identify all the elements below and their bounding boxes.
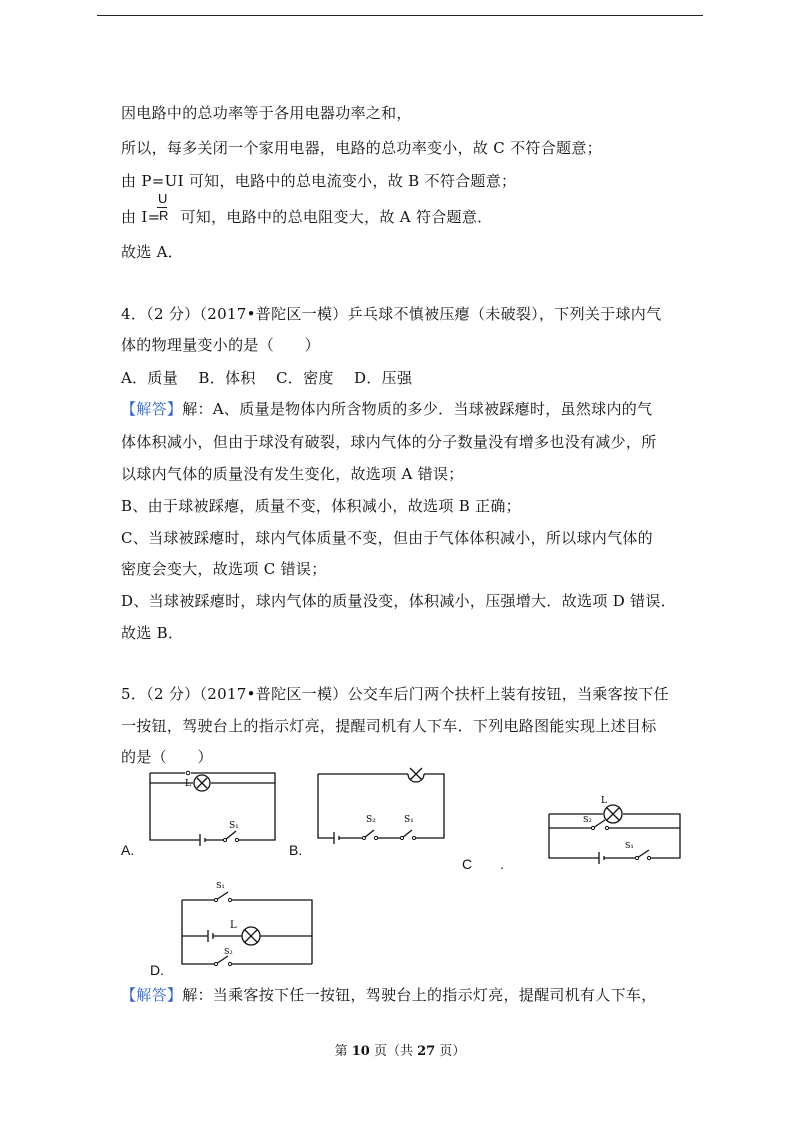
fraction-numerator: U — [158, 191, 168, 206]
fraction-denominator: R — [159, 208, 169, 223]
page-footer: 第 10 页（共 27 页） — [334, 1044, 466, 1059]
question-5-stem: 一按钮，驾驶台上的指示灯亮，提醒司机有人下车．下列电路图能实现上述目标 — [121, 717, 657, 735]
question-5-stem: 的是（ ） — [121, 748, 213, 766]
text-line: B、由于球被踩瘪，质量不变，体积减小，故选项 B 正确； — [121, 497, 521, 515]
question-4-stem: 4．（2 分）（2017•普陀区一模）乒乓球不慎被压瘪（未破裂），下列关于球内气 — [121, 305, 662, 323]
text-line: 密度会变大，故选项 C 错误； — [121, 560, 327, 578]
page-number: 10 — [351, 1044, 370, 1059]
lamp-label: L — [230, 920, 237, 931]
option-c-label: C — [462, 856, 473, 872]
circuit-diagram-d — [178, 880, 318, 970]
formula-rest: 可知，电路中的总电阻变大，故 A 符合题意． — [180, 208, 493, 226]
answer-tag: 【解答】 — [121, 400, 183, 418]
circuit-diagram-a — [145, 768, 285, 848]
text-line: 所以，每多关闭一个家用电器，电路的总功率变小，故 C 不符合题意； — [121, 139, 602, 157]
switch-label: S₁ — [404, 815, 414, 825]
question-4-options: A．质量 B．体积 C．密度 D．压强 — [121, 369, 413, 387]
question-5-stem: 5．（2 分）（2017•普陀区一模）公交车后门两个扶杆上装有按钮，当乘客按下任 — [121, 685, 669, 703]
switch-label: S₁ — [625, 841, 634, 850]
header-rule — [97, 15, 703, 16]
switch-label: S₂ — [583, 815, 592, 824]
text-line: 由 P=UI 可知，电路中的总电流变小，故 B 不符合题意； — [121, 172, 517, 190]
answer-tag: 【解答】 — [121, 986, 183, 1004]
option-d-label: D. — [150, 962, 164, 978]
text-line: 故选 A． — [121, 243, 184, 261]
text-line: 故选 B． — [121, 624, 184, 642]
page-total: 27 — [417, 1044, 436, 1059]
question-5-answer: 【解答】解：当乘客按下任一按钮，驾驶台上的指示灯亮，提醒司机有人下车， — [121, 986, 657, 1004]
switch-label: S₂ — [366, 815, 376, 825]
option-c-dot: . — [500, 856, 504, 872]
circuit-diagram-b — [316, 770, 446, 850]
circuit-diagram-c — [545, 796, 685, 862]
text-line: 以球内气体的质量没有发生变化，故选项 A 错误； — [121, 465, 464, 483]
lamp-label: L — [185, 779, 191, 789]
text-line: C、当球被踩瘪时，球内气体质量不变，但由于气体体积减小，所以球内气体的 — [121, 529, 653, 547]
lamp-label: L — [601, 796, 607, 806]
switch-label: S₁ — [216, 881, 225, 890]
question-4-answer: 【解答】解：A、质量是物体内所含物质的多少．当球被踩瘪时，虽然球内的气 — [121, 400, 653, 418]
text-line: 因电路中的总功率等于各用电器功率之和， — [121, 104, 412, 122]
switch-label: S₁ — [229, 821, 239, 831]
formula-prefix: 由 I= — [121, 208, 161, 226]
switch-label: S₂ — [224, 947, 233, 956]
text-line: D、当球被踩瘪时，球内气体的质量没变，体积减小，压强增大．故选项 D 错误． — [121, 592, 676, 610]
question-4-stem: 体的物理量变小的是（ ） — [121, 336, 320, 354]
text-line — [121, 208, 492, 226]
option-b-label: B. — [289, 842, 303, 858]
text-line: 体体积减小，但由于球没有破裂，球内气体的分子数量没有增多也没有减少，所 — [121, 433, 657, 451]
option-a-label: A. — [121, 842, 135, 858]
